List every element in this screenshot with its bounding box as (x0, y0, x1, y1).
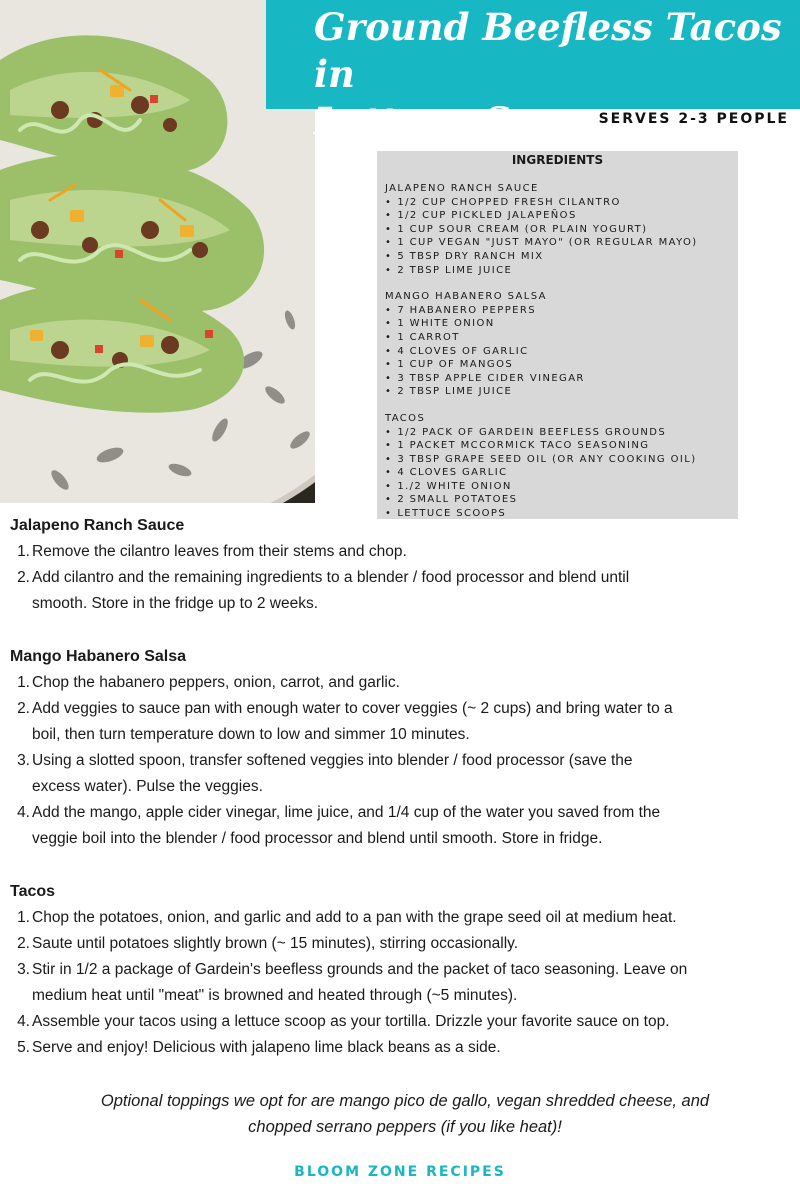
direction-step (10, 670, 795, 696)
step-text-line: Remove the cilantro leaves from their stems and chop. (32, 543, 407, 560)
ingredient-item: • 1/2 PACK OF GARDEIN BEEFLESS GROUNDS (385, 426, 730, 440)
ingredient-item: • 1 CUP VEGAN "JUST MAYO" (OR REGULAR MAYO) (385, 236, 730, 250)
ingredients-title: INGREDIENTS (511, 153, 604, 167)
step-text-line: Add veggies to sauce pan with enough water to cover veggies (~ 2 cups) and bring water to a (32, 700, 673, 717)
direction-steps (10, 905, 795, 1061)
ingredient-section-heading: MANGO HABANERO SALSA (385, 291, 547, 303)
direction-step (10, 748, 795, 800)
ingredient-list (385, 196, 730, 278)
ingredient-section-heading: JALAPENO RANCH SAUCE (385, 183, 539, 194)
step-text-line: Chop the potatoes, onion, and garlic and add to a pan with the grape seed oil at medium heat. (32, 909, 677, 926)
step-number: 1. (17, 909, 30, 926)
directions-tacos (10, 879, 795, 1061)
direction-heading: Jalapeno Ranch Sauce (10, 517, 185, 534)
ingredient-item: • 4 CLOVES OF GARLIC (385, 345, 730, 359)
step-number: 1. (17, 674, 30, 691)
step-text-line: Using a slotted spoon, transfer softened veggies into blender / food processor (save the (32, 752, 633, 769)
ingredient-item: • 4 CLOVES GARLIC (385, 466, 730, 480)
footer-brand: BLOOM ZONE RECIPES (294, 1164, 506, 1180)
title-line-2: Lettuce Scoops (314, 99, 629, 143)
step-number: 5. (17, 1039, 30, 1056)
step-text-line: Stir in 1/2 a package of Gardein's beefless grounds and the packet of taco seasoning. Leave on (32, 961, 688, 978)
ingredient-item: • 3 TBSP GRAPE SEED OIL (OR ANY COOKING OIL) (385, 453, 730, 467)
direction-step (10, 565, 795, 617)
direction-step (10, 1035, 795, 1061)
step-text-line: Serve and enjoy! Delicious with jalapeno lime black beans as a side. (32, 1039, 501, 1056)
ingredient-section (385, 290, 730, 399)
direction-steps (10, 539, 795, 617)
direction-heading: Mango Habanero Salsa (10, 648, 187, 665)
ingredient-section (385, 182, 730, 277)
ingredients-sections (385, 182, 730, 519)
step-text-line: boil, then turn temperature down to low and simmer 10 minutes. (32, 726, 470, 743)
ingredient-item: • 1 CUP OF MANGOS (385, 358, 730, 372)
step-text-line: Saute until potatoes slightly brown (~ 15 minutes), stirring occasionally. (32, 935, 519, 952)
ingredient-list (385, 426, 730, 520)
direction-step (10, 696, 795, 748)
optional-toppings-note (30, 1088, 780, 1140)
ingredient-section-heading: TACOS (385, 412, 426, 424)
ingredient-item: • 1/2 CUP CHOPPED FRESH CILANTRO (385, 196, 730, 210)
step-text-line: Add cilantro and the remaining ingredients to a blender / food processor and blend until (32, 569, 630, 586)
direction-heading: Tacos (10, 883, 56, 900)
ingredient-section (385, 412, 730, 519)
step-number: 4. (17, 804, 30, 821)
step-text-line: veggie boil into the blender / food processor and blend until smooth. Store in fridge. (32, 830, 603, 847)
ingredient-item: • 1/2 CUP PICKLED JALAPEÑOS (385, 209, 730, 223)
directions-mango-salsa (10, 644, 795, 852)
ingredient-item: • 1 CARROT (385, 331, 730, 345)
ingredient-list (385, 304, 730, 399)
direction-step (10, 539, 795, 565)
ingredient-item: • 1 WHITE ONION (385, 317, 730, 331)
step-text-line: Add the mango, apple cider vinegar, lime juice, and 1/4 cup of the water you saved from the (32, 804, 661, 821)
ingredients-box (377, 151, 738, 519)
direction-step (10, 800, 795, 852)
step-number: 2. (17, 569, 30, 586)
serves-label: SERVES 2-3 PEOPLE (598, 111, 789, 127)
direction-step (10, 931, 795, 957)
directions-ranch-sauce (10, 513, 795, 617)
step-text-line: medium heat until "meat" is browned and heated through (~5 minutes). (32, 987, 518, 1004)
ingredient-item: • 1 CUP SOUR CREAM (OR PLAIN YOGURT) (385, 223, 730, 237)
step-number: 4. (17, 1013, 30, 1030)
ingredient-item: • 5 TBSP DRY RANCH MIX (385, 250, 730, 264)
note-line: chopped serrano peppers (if you like heat)! (248, 1118, 562, 1136)
note-line: Optional toppings we opt for are mango pico de gallo, vegan shredded cheese, and (100, 1092, 710, 1110)
ingredient-item: • 2 SMALL POTATOES (385, 493, 730, 507)
step-number: 3. (17, 961, 30, 978)
direction-step (10, 905, 795, 931)
ingredient-item: • 7 HABANERO PEPPERS (385, 304, 730, 318)
step-number: 2. (17, 700, 30, 717)
direction-step (10, 1009, 795, 1035)
step-text-line: Assemble your tacos using a lettuce scoop as your tortilla. Drizzle your favorite sauce on top. (32, 1013, 670, 1030)
ingredient-item: • LETTUCE SCOOPS (385, 507, 730, 519)
direction-step (10, 957, 795, 1009)
ingredient-item: • 2 TBSP LIME JUICE (385, 264, 730, 278)
ingredient-item: • 3 TBSP APPLE CIDER VINEGAR (385, 372, 730, 386)
direction-steps (10, 670, 795, 852)
step-number: 3. (17, 752, 30, 769)
ingredient-item: • 1./2 WHITE ONION (385, 480, 730, 494)
step-number: 2. (17, 935, 30, 952)
step-text-line: Chop the habanero peppers, onion, carrot, and garlic. (32, 674, 400, 691)
ingredient-item: • 1 PACKET MCCORMICK TACO SEASONING (385, 439, 730, 453)
title-line-1: Ground Beefless Tacos in (314, 5, 782, 96)
step-text-line: excess water). Pulse the veggies. (32, 778, 263, 795)
step-number: 1. (17, 543, 30, 560)
step-text-line: smooth. Store in the fridge up to 2 weeks. (32, 595, 319, 612)
ingredient-item: • 2 TBSP LIME JUICE (385, 385, 730, 399)
